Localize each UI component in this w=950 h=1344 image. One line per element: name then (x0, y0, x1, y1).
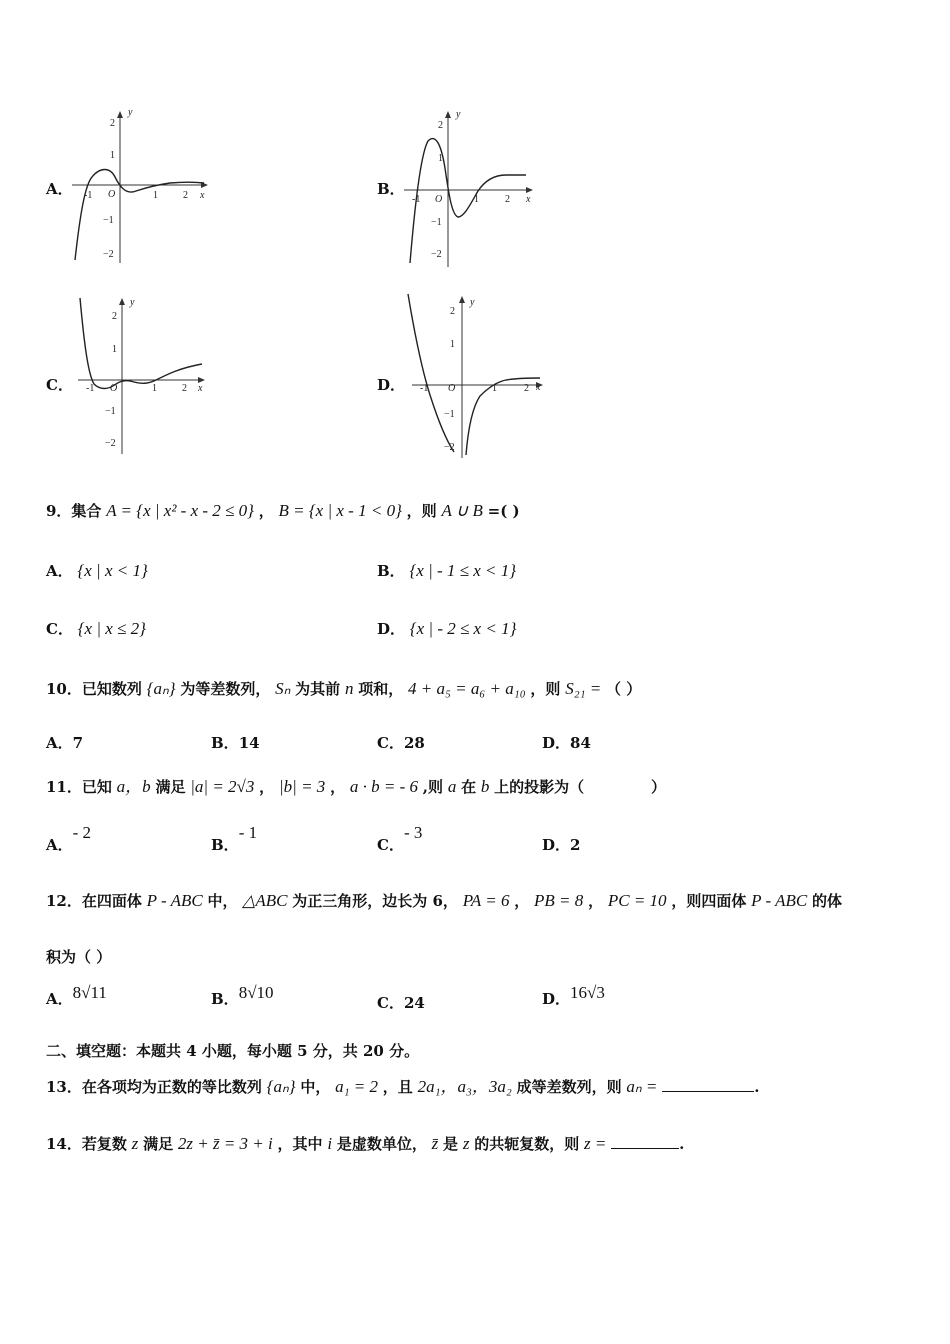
q11-a: a (447, 777, 457, 796)
q9-option-b[interactable] (377, 560, 516, 581)
tick-1: 1 (112, 344, 117, 355)
q14-z-2: z (462, 1134, 470, 1153)
q11-abs-a: |a| = 2√3 (190, 777, 255, 796)
option-expr: {x | - 2 ≤ x < 1} (409, 619, 517, 638)
xtick-1: 1 (153, 190, 158, 201)
option-value: 28 (403, 734, 425, 752)
q12-pa: PA = 6 (462, 891, 510, 910)
q13-answer-blank[interactable] (662, 1075, 754, 1092)
origin-label: O (435, 194, 443, 205)
q12-text-3: ，则四面体 (671, 892, 747, 910)
option-expr: {x | - 1 ≤ x < 1} (409, 561, 517, 580)
option-value: 14 (238, 734, 260, 752)
question-13 (46, 1072, 759, 1097)
xtick-m1: -1 (412, 194, 421, 205)
q10-n: n (344, 679, 354, 698)
option-letter: A． (46, 990, 73, 1008)
q12-comma-2: ， (588, 892, 604, 910)
graph-a (70, 105, 215, 265)
xtick-2: 2 (505, 194, 510, 205)
q14-ans: z = (584, 1134, 607, 1153)
graph-b-letter: B． (377, 180, 405, 198)
option-value: 84 (570, 734, 591, 752)
tick-m2: −2 (103, 249, 114, 260)
graph-d-letter: D． (377, 376, 406, 394)
origin-label: O (110, 383, 118, 394)
xtick-2: 2 (183, 190, 188, 201)
q9-option-c[interactable] (46, 618, 146, 639)
q11-text-3: 在 (461, 778, 477, 796)
option-letter: D． (542, 836, 571, 854)
q14-number: 14．若复数 (46, 1135, 127, 1153)
q12-tetra: P - ABC (146, 891, 203, 910)
q9-option-d[interactable] (377, 618, 516, 639)
y-arrow (119, 298, 125, 305)
q9-option-a[interactable] (46, 560, 148, 581)
q9-end: =( ) (487, 502, 520, 520)
q11-abs-b: |b| = 3 (278, 777, 326, 796)
option-value: 8√11 (72, 983, 107, 1002)
graph-b (402, 105, 542, 270)
q10-text-1: 为等差数列， (180, 680, 271, 698)
q12-comma-1: ， (514, 892, 530, 910)
tick-m2: −2 (444, 442, 455, 453)
q12-option-a[interactable] (46, 983, 107, 1009)
option-letter: A． (46, 836, 73, 854)
tick-m1: −1 (103, 215, 114, 226)
q9-sep: ， (258, 502, 274, 520)
q10-option-d[interactable] (542, 732, 591, 753)
q12-text-2: 为正三角形，边长为 6， (292, 892, 458, 910)
option-value: 8√10 (238, 983, 274, 1002)
q12-text-1: 中， (207, 892, 238, 910)
option-letter: A． (46, 734, 73, 752)
tick-2: 2 (112, 311, 117, 322)
y-label: y (128, 107, 133, 118)
q12-triangle: △ABC (242, 891, 288, 910)
tick-1: 1 (438, 153, 443, 164)
tick-2: 2 (450, 306, 455, 317)
y-label: y (130, 297, 135, 308)
section-2-heading: 二、填空题：本题共 4 小题，每小题 5 分，共 20 分。 (46, 1042, 420, 1060)
q10-text-4: ，则 (530, 680, 561, 698)
tick-2: 2 (110, 118, 115, 129)
x-label: x (200, 190, 205, 201)
option-expr: {x | x ≤ 2} (77, 619, 146, 638)
tick-m2: −2 (105, 438, 116, 449)
y-arrow (445, 111, 451, 118)
q12-option-b[interactable] (211, 983, 274, 1009)
q13-a1: a₁ = 2 (335, 1077, 379, 1096)
q11-text-4: 上的投影为（ (494, 778, 585, 796)
xtick-1: 1 (474, 194, 479, 205)
xtick-m1: -1 (84, 190, 93, 201)
origin-label: O (448, 383, 456, 394)
q9-union: A ∪ B (441, 501, 483, 520)
question-14 (46, 1132, 684, 1154)
x-label: x (198, 383, 203, 394)
option-expr: {x | x < 1} (77, 561, 148, 580)
curve (75, 170, 204, 261)
option-letter: B． (211, 836, 239, 854)
curve (80, 298, 202, 389)
q14-z: z (131, 1134, 139, 1153)
q11-number: 11．已知 (46, 778, 112, 796)
q14-answer-blank[interactable] (611, 1132, 679, 1149)
x-label: x (526, 194, 531, 205)
question-10 (46, 678, 641, 699)
q11-option-d[interactable] (542, 834, 580, 855)
q10-seq: {aₙ} (146, 679, 176, 698)
q9-set-b: B = {x | x - 1 < 0} (278, 501, 402, 520)
q10-end: （ ） (606, 680, 642, 698)
tick-m2: −2 (431, 249, 442, 260)
tick-1: 1 (450, 339, 455, 350)
q11-dot: a · b = - 6 (349, 777, 419, 796)
q10-equation: 4 + a₅ = a₆ + a₁₀ (408, 679, 526, 698)
curve-left (408, 294, 454, 452)
q14-text-5: 的共轭复数，则 (474, 1135, 580, 1153)
q11-text-1: 满足 (155, 778, 186, 796)
y-label: y (470, 297, 475, 308)
question-9 (46, 500, 520, 521)
option-letter: D． (377, 620, 406, 638)
option-letter: B． (211, 734, 239, 752)
q10-s21: S₂₁ = (565, 679, 602, 698)
q12-pc: PC = 10 (607, 891, 667, 910)
option-letter: B． (377, 562, 405, 580)
q13-text-2: ，且 (382, 1078, 413, 1096)
q10-option-b[interactable] (211, 732, 260, 753)
option-letter: D． (542, 734, 571, 752)
q14-zbar: z̄ (431, 1134, 439, 1153)
q13-text-3: 成等差数列，则 (516, 1078, 622, 1096)
q11-end: ） (650, 778, 666, 796)
option-value: 7 (72, 734, 84, 752)
q12-number: 12．在四面体 (46, 892, 142, 910)
graph-a-letter: A． (46, 180, 73, 198)
q10-option-c[interactable] (377, 732, 425, 753)
q14-equation: 2z + z̄ = 3 + i (177, 1134, 273, 1153)
xtick-m1: -1 (420, 383, 429, 394)
q10-option-a[interactable] (46, 732, 83, 753)
option-value: - 1 (238, 823, 258, 842)
q13-text-1: 中， (300, 1078, 331, 1096)
tick-m1: −1 (105, 406, 116, 417)
option-value: - 3 (403, 823, 423, 842)
tick-1: 1 (110, 150, 115, 161)
origin-label: O (108, 189, 116, 200)
q10-text-2: 为其前 (295, 680, 341, 698)
q10-sn: Sₙ (275, 679, 291, 698)
x-label: x (536, 382, 541, 393)
graph-c (72, 292, 212, 457)
q9-set-a: A = {x | x² - x - 2 ≤ 0} (106, 501, 254, 520)
q11-b: b (480, 777, 490, 796)
xtick-2: 2 (524, 383, 529, 394)
q13-an: aₙ = (626, 1077, 658, 1096)
q11-option-c[interactable] (377, 823, 423, 855)
x-arrow (526, 187, 533, 193)
q11-sep-2: ， (330, 778, 346, 796)
tick-m1: −1 (431, 217, 442, 228)
q10-text-3: 项和， (358, 680, 404, 698)
option-letter: D． (542, 990, 571, 1008)
graph-d (400, 290, 550, 460)
q12-pb: PB = 8 (534, 891, 584, 910)
q14-text-2: ，其中 (277, 1135, 323, 1153)
q13-number: 13．在各项均为正数的等比数列 (46, 1078, 262, 1096)
q12-line-2: 积为（ ） (46, 948, 112, 966)
q12-option-d[interactable] (542, 983, 605, 1009)
option-value: 24 (403, 994, 425, 1012)
xtick-m1: -1 (86, 383, 95, 394)
q14-text-4: 是 (443, 1135, 459, 1153)
tick-m1: −1 (444, 409, 455, 420)
option-letter: A． (46, 562, 73, 580)
xtick-1: 1 (152, 383, 157, 394)
q11-sep-1: ， (259, 778, 275, 796)
xtick-1: 1 (492, 383, 497, 394)
y-label: y (456, 109, 461, 120)
graph-c-letter: C． (46, 376, 73, 394)
option-value: 16√3 (570, 983, 605, 1002)
option-letter: C． (377, 734, 404, 752)
xtick-2: 2 (182, 383, 187, 394)
q10-number: 10．已知数列 (46, 680, 142, 698)
q12-text-4: 的体 (811, 892, 842, 910)
q12-tetra-2: P - ABC (751, 891, 808, 910)
option-letter: B． (211, 990, 239, 1008)
option-letter: C． (46, 620, 73, 638)
tick-2: 2 (438, 120, 443, 131)
q9-number: 9．集合 (46, 502, 102, 520)
q14-end: . (679, 1135, 685, 1153)
y-arrow (459, 296, 465, 303)
option-value: - 2 (72, 823, 92, 842)
q14-i: i (327, 1134, 333, 1153)
q11-vectors: a，b (116, 777, 151, 796)
q11-text-2: ,则 (422, 778, 444, 796)
q11-option-b[interactable] (211, 823, 258, 855)
question-11 (46, 772, 666, 797)
q13-seq: {aₙ} (266, 1077, 296, 1096)
option-value: 2 (570, 836, 581, 854)
option-letter: C． (377, 836, 404, 854)
q13-terms: 2a₁，a₃，3a₂ (417, 1077, 512, 1096)
q14-text-3: 是虚数单位， (336, 1135, 427, 1153)
y-arrow (117, 111, 123, 118)
q12-option-c[interactable] (377, 992, 425, 1013)
q11-option-a[interactable] (46, 823, 92, 855)
option-letter: C． (377, 994, 404, 1012)
q14-text-1: 满足 (143, 1135, 174, 1153)
question-12 (46, 890, 906, 911)
q9-tail: ，则 (406, 502, 437, 520)
q13-end: . (754, 1078, 760, 1096)
